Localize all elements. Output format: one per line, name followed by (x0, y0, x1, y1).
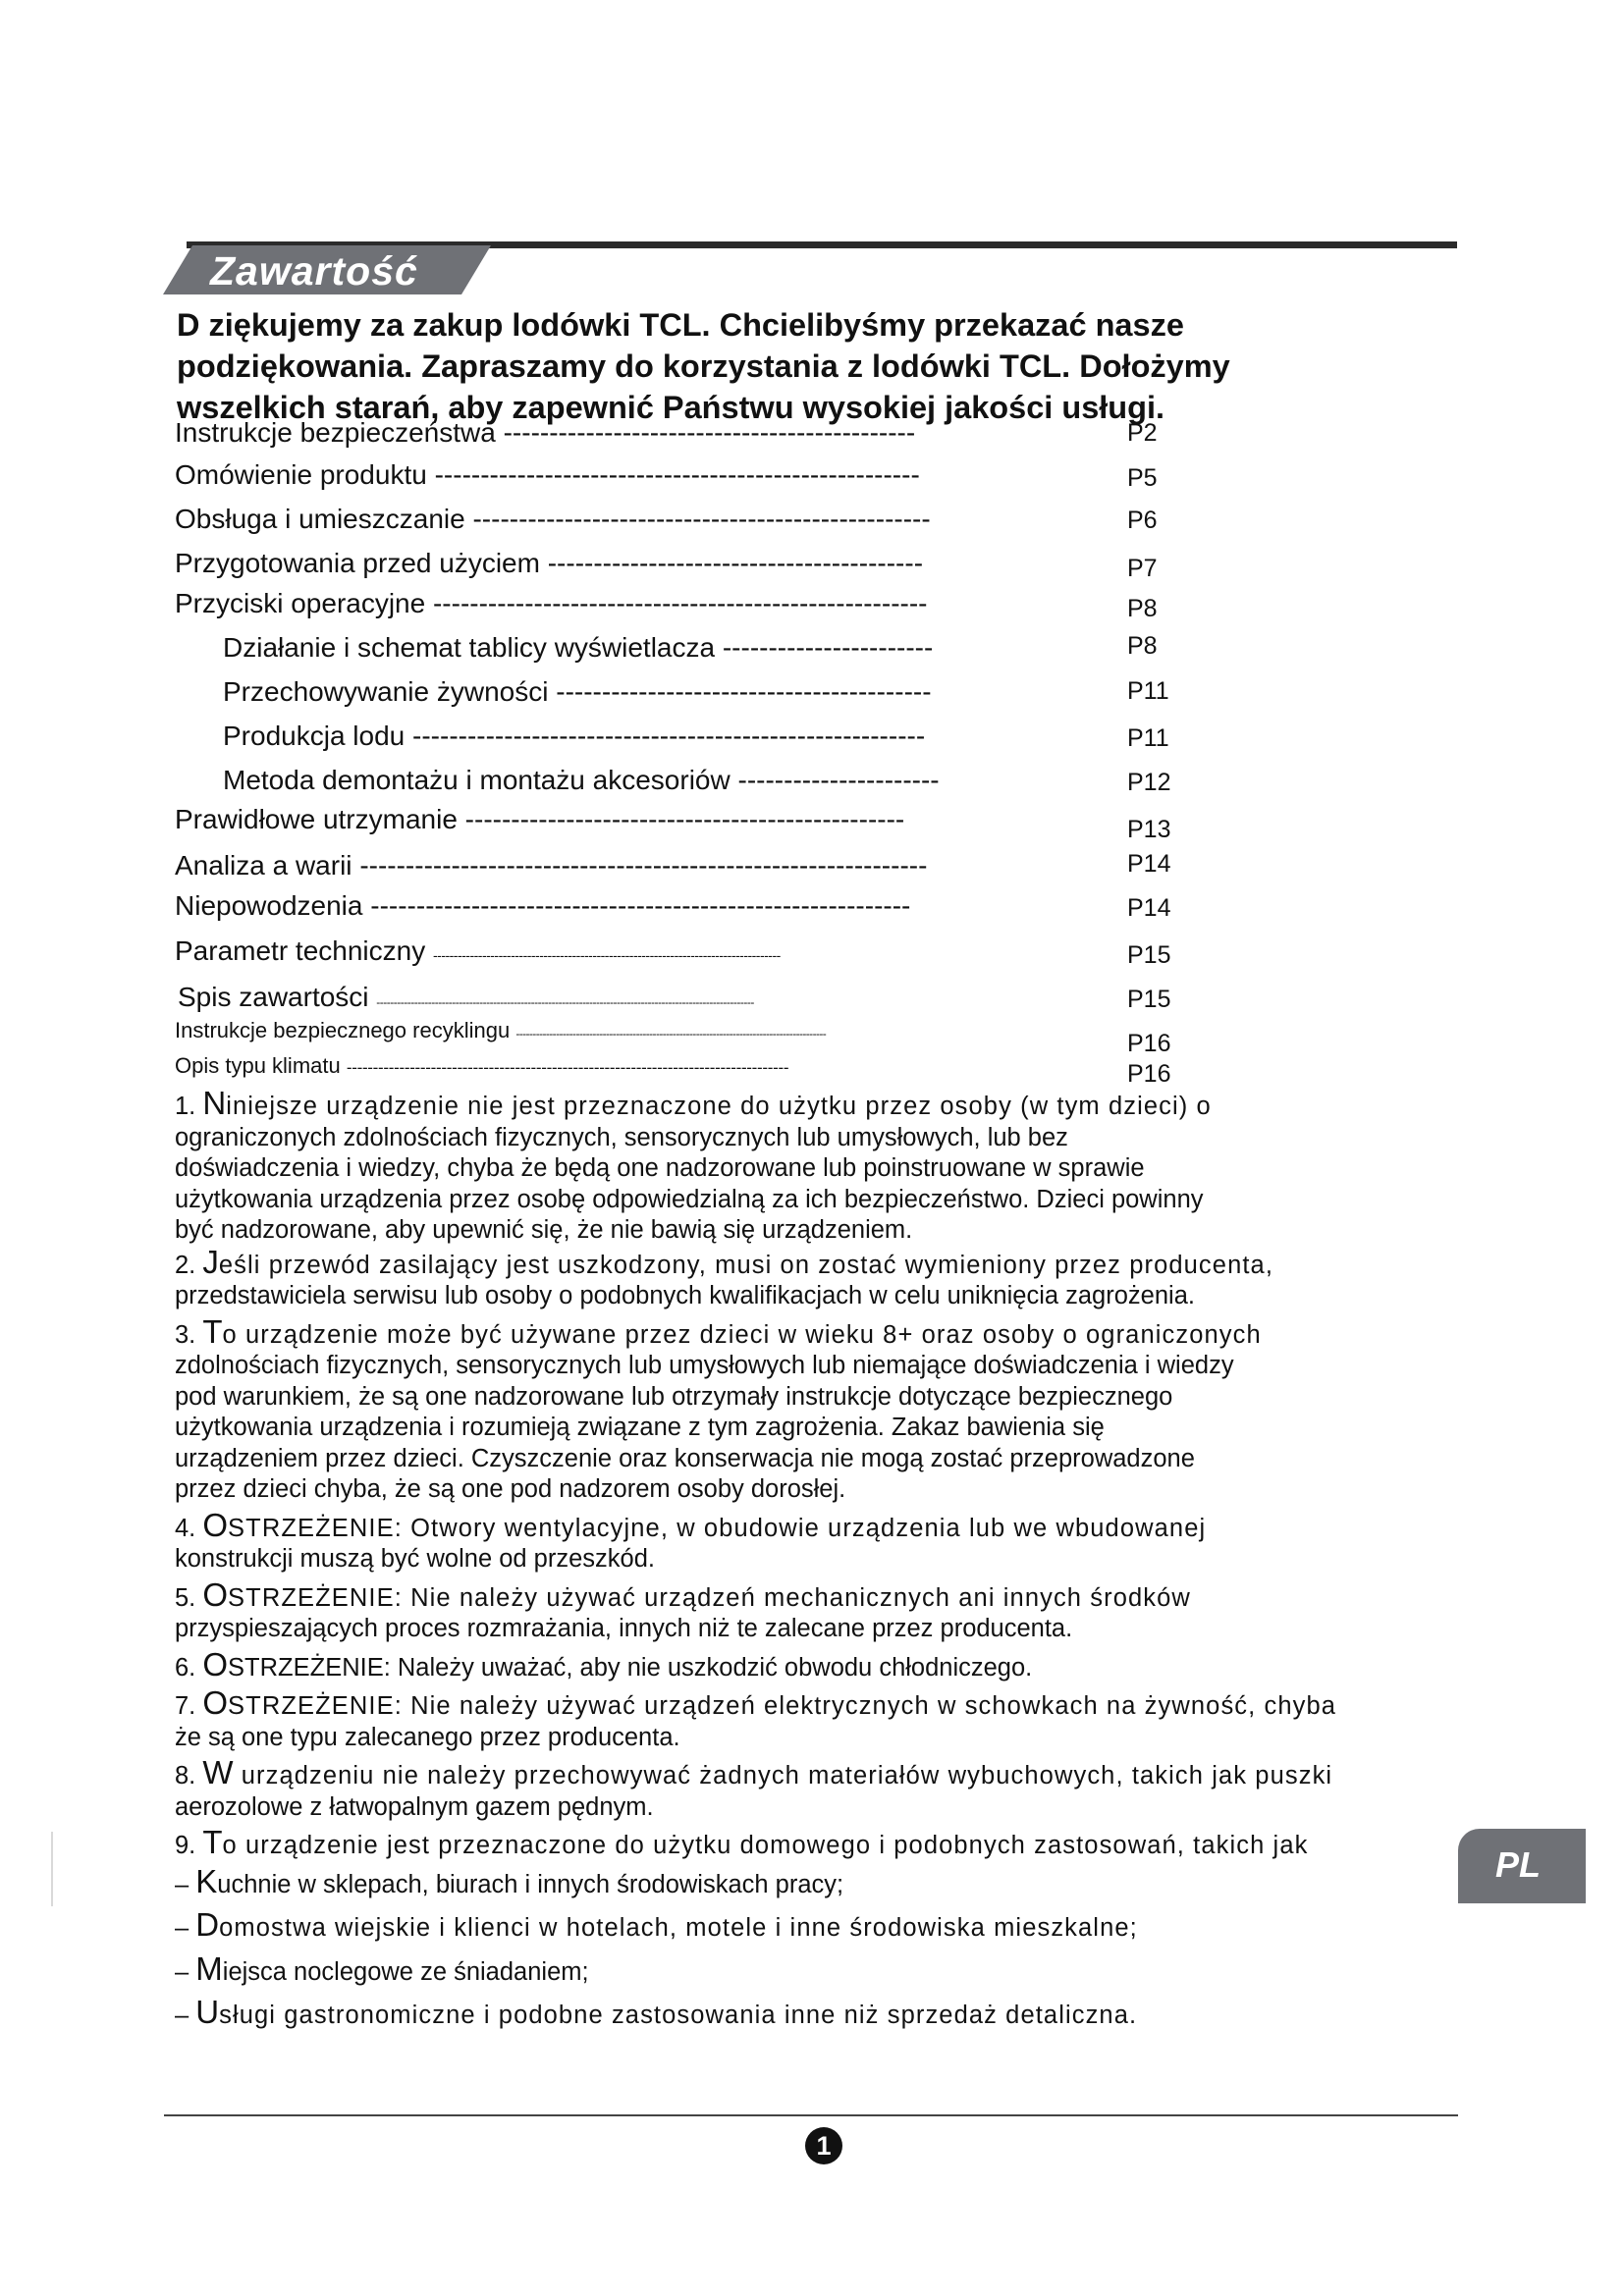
toc-page: P12 (1127, 769, 1171, 796)
toc-item: Obsługa i umieszczanie -------------------------------------------------- (175, 504, 931, 534)
page-title: Zawartość (210, 248, 418, 294)
note-6: 6. OSTRZEŻENIE: Należy uważać, aby nie uszkodzić obwodu chłodniczego. (175, 1645, 1033, 1682)
toc-item: Instrukcje bezpieczeństwa --------------------------------------------- (175, 417, 916, 448)
toc-item: Spis zawartości -------------------------------------------------------------------------------------------------------------- (178, 982, 754, 1012)
toc-item: Opis typu klimatu ------------------------------------------------------------------------------------ (175, 1053, 789, 1078)
intro-line: D ziękujemy za zakup lodówki TCL. Chcielibyśmy przekazać nasze (177, 307, 1184, 343)
list-item: – Usługi gastronomiczne i podobne zastosowania inne niż sprzedaż detaliczna. (175, 1994, 1138, 2030)
intro-text (177, 304, 1306, 428)
toc-item: Produkcja lodu -------------------------------------------------------- (223, 721, 926, 751)
toc-item: Przygotowania przed użyciem ----------------------------------------- (175, 548, 924, 578)
toc-item: Instrukcje bezpiecznego recyklingu --------------------------------------------------------------------------------------------- (175, 1018, 827, 1042)
toc-item: Metoda demontażu i montażu akcesoriów ---------------------- (223, 765, 940, 795)
toc-page: P14 (1127, 894, 1171, 922)
toc-page: P15 (1127, 941, 1171, 969)
toc-item: Prawidłowe utrzymanie ------------------------------------------------ (175, 804, 905, 834)
language-tab-pl: PL (1458, 1829, 1586, 1903)
toc-page: P16 (1127, 1060, 1171, 1088)
note-5: 5. OSTRZEŻENIE: Nie należy używać urządzeń mechanicznych ani innych środków przyspieszających proces rozmrażania, innych niż te zalecane przez producenta. (175, 1575, 1191, 1642)
toc-page: P7 (1127, 555, 1158, 582)
toc-page: P6 (1127, 507, 1158, 534)
toc-item: Analiza a warii -------------------------------------------------------------- (175, 850, 928, 881)
note-4: 4. OSTRZEŻENIE: Otwory wentylacyjne, w obudowie urządzenia lub we wbudowanej konstrukcji muszą być wolne od przeszkód. (175, 1506, 1207, 1573)
safety-notes (175, 1085, 1461, 2032)
toc-item: Przechowywanie żywności ----------------------------------------- (223, 676, 932, 707)
toc-item: Omówienie produktu ----------------------------------------------------- (175, 459, 920, 490)
toc-item: Przyciski operacyjne ------------------------------------------------------ (175, 588, 928, 618)
note-1: 1. Niniejsze urządzenie nie jest przeznaczone do użytku przez osoby (w tym dzieci) o ograniczonych zdolnościach fizycznych, sensorycznych lub umysłowych, lub bez doświadczenia i wiedzy, chyba że będą one nadzorowane lub poinstruowane w sprawie użytkowania urządzenia przez osobę odpowiedzialną za ich bezpieczeństwo. Dzieci powinny być nadzorowane, aby upewnić się, że nie bawią się urządzeniem. (175, 1085, 1212, 1244)
note-3: 3. To urządzenie może być używane przez dzieci w wieku 8+ oraz osoby o ograniczonych zdolnościach fizycznych, sensorycznych lub umysłowych lub niemające doświadczenia i wiedzy pod warunkiem, że są one nadzorowane lub otrzymały instrukcje dotyczące bezpiecznego użytkowania urządzenia i rozumieją związane z tym zagrożenia. Zakaz bawienia się urządzeniem przez dzieci. Czyszczenie oraz konserwacja nie mogą zostać przeprowadzone przez dzieci chyba, że są one pod nadzorem osoby dorosłej. (175, 1312, 1262, 1503)
toc-page: P5 (1127, 464, 1158, 492)
list-item: – Domostwa wiejskie i klienci w hotelach, motele i inne środowiska mieszkalne; (175, 1906, 1138, 1943)
note-8: 8. W urządzeniu nie należy przechowywać żadnych materiałów wybuchowych, takich jak puszki aerozolowe z łatwopalnym gazem pędnym. (175, 1754, 1333, 1821)
footer-rule (164, 2114, 1458, 2116)
toc-item: Niepowodzenia ----------------------------------------------------------- (175, 890, 911, 921)
toc-page: P13 (1127, 816, 1171, 843)
toc-page: P14 (1127, 850, 1171, 878)
intro-line: wszelkich starań, aby zapewnić Państwu wysokiej jakości usługi. (177, 390, 1165, 425)
toc-page: P15 (1127, 986, 1171, 1013)
toc-item: Parametr techniczny ------------------------------------------------------------------------------------- (175, 935, 781, 966)
intro-line: podziękowania. Zapraszamy do korzystania z lodówki TCL. Dołożymy (177, 348, 1230, 384)
toc-page: P8 (1127, 632, 1158, 660)
note-7: 7. OSTRZEŻENIE: Nie należy używać urządzeń elektrycznych w schowkach na żywność, chyba że są one typu zalecanego przez producenta. (175, 1684, 1337, 1751)
page-number: 1 (805, 2127, 842, 2164)
note-9: 9. To urządzenie jest przeznaczone do użytku domowego i podobnych zastosowań, takich jak (175, 1824, 1309, 1860)
section-title-tab (163, 245, 491, 294)
list-item: – Miejsca noclegowe ze śniadaniem; (175, 1949, 589, 1987)
list-item: – Kuchnie w sklepach, biurach i innych środowiskach pracy; (175, 1862, 844, 1899)
toc-page: P2 (1127, 419, 1158, 447)
toc-page: P8 (1127, 595, 1158, 622)
usage-list (175, 1862, 1461, 2032)
toc-page: P16 (1127, 1030, 1171, 1057)
note-2: 2. Jeśli przewód zasilający jest uszkodzony, musi on zostać wymieniony przez producenta, przedstawiciela serwisu lub osoby o podobnych kwalifikacjach w celu uniknięcia zagrożenia. (175, 1243, 1273, 1309)
toc-item: Działanie i schemat tablicy wyświetlacza ----------------------- (223, 632, 934, 663)
toc-page: P11 (1127, 724, 1169, 752)
margin-mark (51, 1832, 53, 1906)
toc-page: P11 (1127, 677, 1169, 705)
